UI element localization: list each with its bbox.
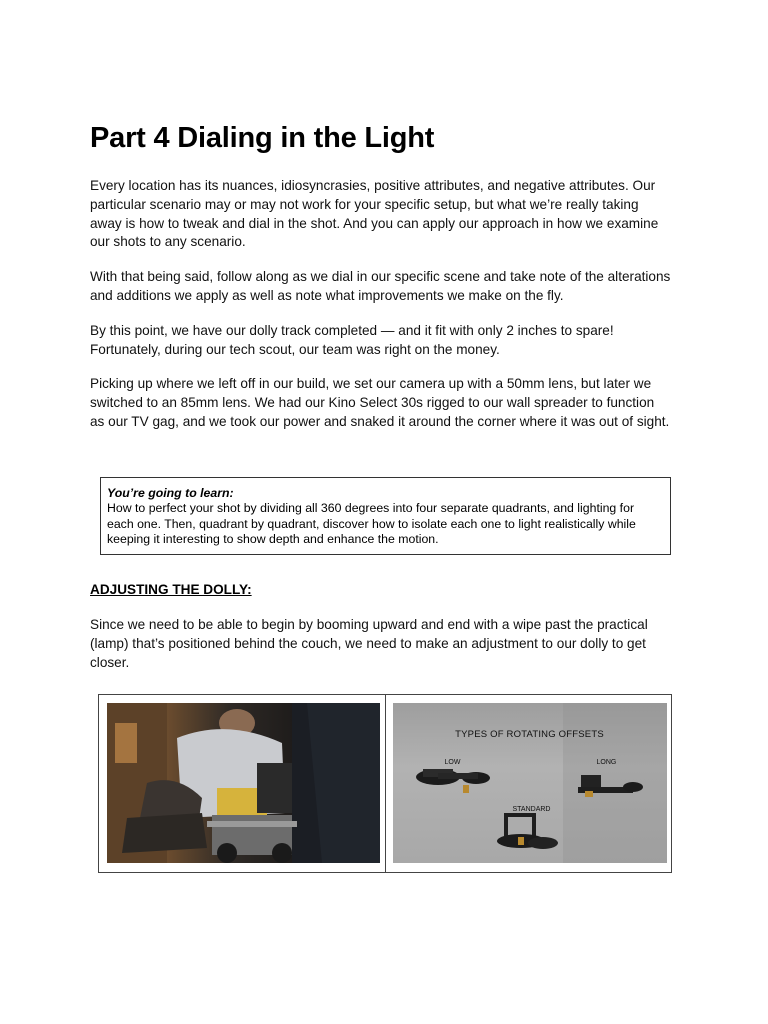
paragraph-intro: Every location has its nuances, idiosyncrasies, positive attributes, and negative attributes. Our particular scenario may or may not work for your specific setup, but what we’re really taking away is how to tweak and dial in the shot. And you can apply our approach in how we examine our shots to any scenario.: [90, 178, 659, 250]
dolly-photo-illustration: [107, 703, 380, 863]
diagram-title: TYPES OF ROTATING OFFSETS: [455, 729, 604, 740]
paragraph-adjusting-dolly: Since we need to be able to begin by booming upward and end with a wipe past the practical (lamp) that’s positioned behind the couch, we need to make an adjustment to our dolly to get closer.: [90, 617, 648, 670]
learning-callout-box: [100, 477, 671, 555]
diagram-label-low: LOW: [444, 759, 461, 766]
figure-table: [98, 694, 672, 873]
paragraph-follow-along: With that being said, follow along as we dial in our specific scene and take note of the alterations and additions we apply as well as note what improvements we make on the fly.: [90, 269, 671, 303]
offsets-diagram-graphic: [393, 703, 667, 863]
learning-callout-body: How to perfect your shot by dividing all 360 degrees into four separate quadrants, and lighting for each one. Then, quadrant by quadrant, discover how to isolate each one to light realistically while keeping it interesting to show depth and enhance the motion.: [107, 501, 636, 546]
paragraph-dolly-track: By this point, we have our dolly track completed — and it fit with only 2 inches to spare! Fortunately, during our tech scout, our team was right on the money.: [90, 323, 614, 357]
page-title: Part 4 Dialing in the Light: [90, 122, 435, 154]
diagram-label-long: LONG: [596, 759, 617, 766]
low-offset-graphic: [416, 769, 490, 793]
dolly-setup-photo: [107, 703, 380, 863]
figure-cell-diagram: [385, 695, 672, 872]
rotating-offsets-diagram: [393, 703, 667, 863]
standard-offset-graphic: [497, 815, 558, 849]
diagram-label-standard: STANDARD: [512, 806, 551, 813]
section-heading-adjusting-dolly: ADJUSTING THE DOLLY:: [90, 582, 252, 597]
paragraph-camera-setup: Picking up where we left off in our build, we set our camera up with a 50mm lens, but later we switched to an 85mm lens. We had our Kino Select 30s rigged to our wall spreader to function as our TV gag, and we took our power and snaked it around the corner where it was out of sight.: [90, 376, 670, 429]
figure-cell-photo: [99, 695, 385, 872]
learning-callout-title: You’re going to learn:: [107, 486, 234, 500]
